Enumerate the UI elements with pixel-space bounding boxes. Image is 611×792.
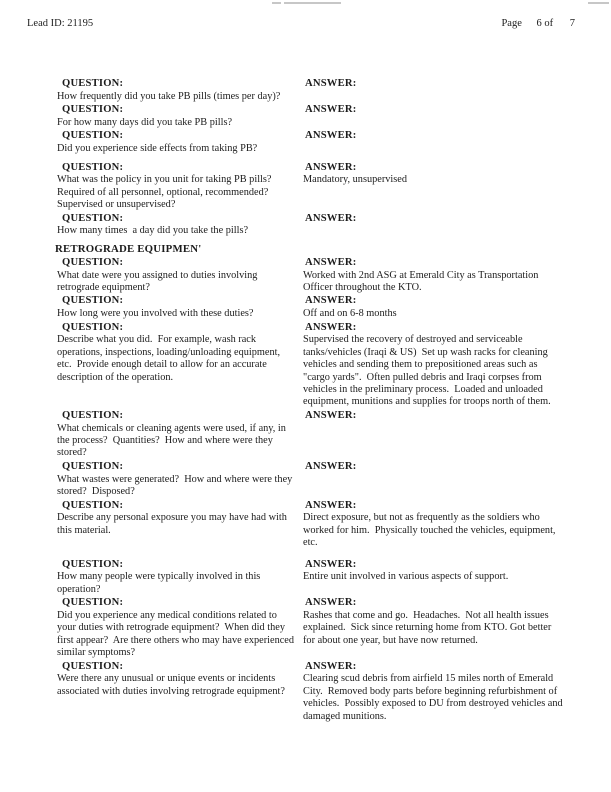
qa-block	[57, 559, 571, 597]
question-label: QUESTION:	[62, 130, 124, 142]
question-label: QUESTION:	[62, 499, 124, 511]
question-text: Describe any personal exposure you may have had with this material.	[57, 512, 290, 536]
qa-block	[57, 104, 571, 129]
section-heading: RETROGRADE EQUIPMEN'	[55, 242, 202, 255]
answer-text: Direct exposure, but not as frequently as the soldiers who worked for him. Physically touched the vehicles, equipment, etc.	[303, 512, 559, 549]
question-label: QUESTION:	[62, 161, 124, 173]
qa-block	[57, 661, 571, 723]
answer-label: ANSWER:	[305, 130, 357, 142]
question-text: How many people were typically involved in this operation?	[57, 571, 263, 595]
qa-block	[57, 461, 571, 499]
answer-label: ANSWER:	[305, 499, 357, 511]
qa-block	[57, 597, 571, 659]
question-text: For how many days did you take PB pills?	[57, 117, 233, 128]
qa-content	[57, 78, 571, 724]
qa-block	[57, 130, 571, 155]
question-text: How many times a day did you take the pills?	[57, 225, 249, 237]
answer-label: ANSWER:	[305, 161, 357, 173]
answer-label: ANSWER:	[305, 597, 357, 609]
answer-label: ANSWER:	[305, 460, 357, 472]
qa-block	[57, 78, 571, 103]
question-label: QUESTION:	[62, 321, 124, 333]
answer-text: Entire unit involved in various aspects of support.	[303, 571, 509, 583]
answer-label: ANSWER:	[305, 104, 357, 116]
answer-label: ANSWER:	[305, 321, 357, 333]
qa-block	[57, 162, 571, 212]
answer-text: Worked with 2nd ASG at Emerald City as Transportation Officer throughout the KTO.	[303, 269, 541, 294]
qa-block	[57, 500, 571, 550]
question-label: QUESTION:	[62, 295, 124, 307]
question-text: Describe what you did. For example, wash rack operations, inspections, loading/unloading equipment, etc. Provide enough detail to allow for an accurate description of the operation.	[57, 334, 283, 383]
question-text: What chemicals or cleaning agents were used, if any, in the process? Quantities? How and where were they stored?	[57, 422, 289, 459]
question-label: QUESTION:	[62, 256, 124, 268]
page-label: Page	[501, 18, 522, 29]
answer-label: ANSWER:	[305, 256, 357, 268]
scan-artifact	[272, 2, 281, 4]
question-text: How frequently did you take PB pills (times per day)?	[57, 90, 281, 102]
page-total: 7	[569, 18, 575, 29]
qa-block	[57, 322, 571, 409]
answer-text: Clearing scud debris from airfield 15 miles north of Emerald City. Removed body parts before beginning refurbishment of vehicles. Possibly exposed to DU from destroyed vehicles and damaged munitions.	[303, 673, 566, 722]
answer-label: ANSWER:	[305, 78, 357, 89]
question-text: Were there any unusual or unique events or incidents associated with duties involving retrograde equipment?	[57, 673, 285, 697]
answer-text: Mandatory, unsupervised	[303, 174, 407, 186]
scan-artifact	[588, 2, 609, 4]
question-label: QUESTION:	[62, 660, 124, 672]
answer-label: ANSWER:	[305, 660, 357, 672]
question-text: What date were you assigned to duties involving retrograde equipment?	[57, 269, 261, 294]
question-label: QUESTION:	[62, 597, 124, 609]
answer-label: ANSWER:	[305, 295, 357, 307]
scan-artifact	[284, 2, 341, 4]
question-label: QUESTION:	[62, 104, 124, 116]
answer-text: Off and on 6-8 months	[303, 308, 397, 320]
question-text: What was the policy in you unit for taking PB pills? Required of all personnel, optional, recommended? Supervised or unsupervised?	[57, 174, 277, 211]
page-header	[27, 18, 575, 29]
qa-block	[57, 410, 571, 460]
question-text: Did you experience any medical conditions related to your duties with retrograde equipment? When did they first appear? Are there others who may have experienced similar symptoms?	[57, 609, 297, 659]
answer-text: Supervised the recovery of destroyed and serviceable tanks/vehicles (Iraqi & US) Set up wash racks for cleaning vehicles and sending them to prepositioned areas such as "cargo yards". Often pulled debris and Iraqi corpses from vehicles in the preliminary process. Loaded and unloaded equipment, munitions and supplies for troops north of them.	[303, 334, 551, 408]
question-text: What wastes were generated? How and where were they stored? Disposed?	[57, 473, 295, 498]
question-text: How long were you involved with these duties?	[57, 308, 254, 320]
question-label: QUESTION:	[62, 409, 124, 421]
answer-label: ANSWER:	[305, 409, 357, 421]
question-label: QUESTION:	[62, 212, 124, 224]
question-label: QUESTION:	[62, 78, 124, 89]
answer-label: ANSWER:	[305, 212, 357, 224]
question-label: QUESTION:	[62, 460, 124, 472]
page-number	[501, 18, 575, 29]
qa-block	[57, 257, 571, 295]
question-text: Did you experience side effects from taking PB?	[57, 143, 258, 155]
lead-id: Lead ID: 21195	[27, 18, 94, 29]
answer-label: ANSWER:	[305, 558, 357, 570]
question-label: QUESTION:	[62, 558, 124, 570]
answer-text: Rashes that come and go. Headaches. Not all health issues explained. Sick since returning home from KTO. Got better for about one year, but have now returned.	[303, 609, 554, 646]
qa-block	[57, 213, 571, 238]
qa-block	[57, 295, 571, 320]
page-current: 6 of	[536, 18, 554, 29]
